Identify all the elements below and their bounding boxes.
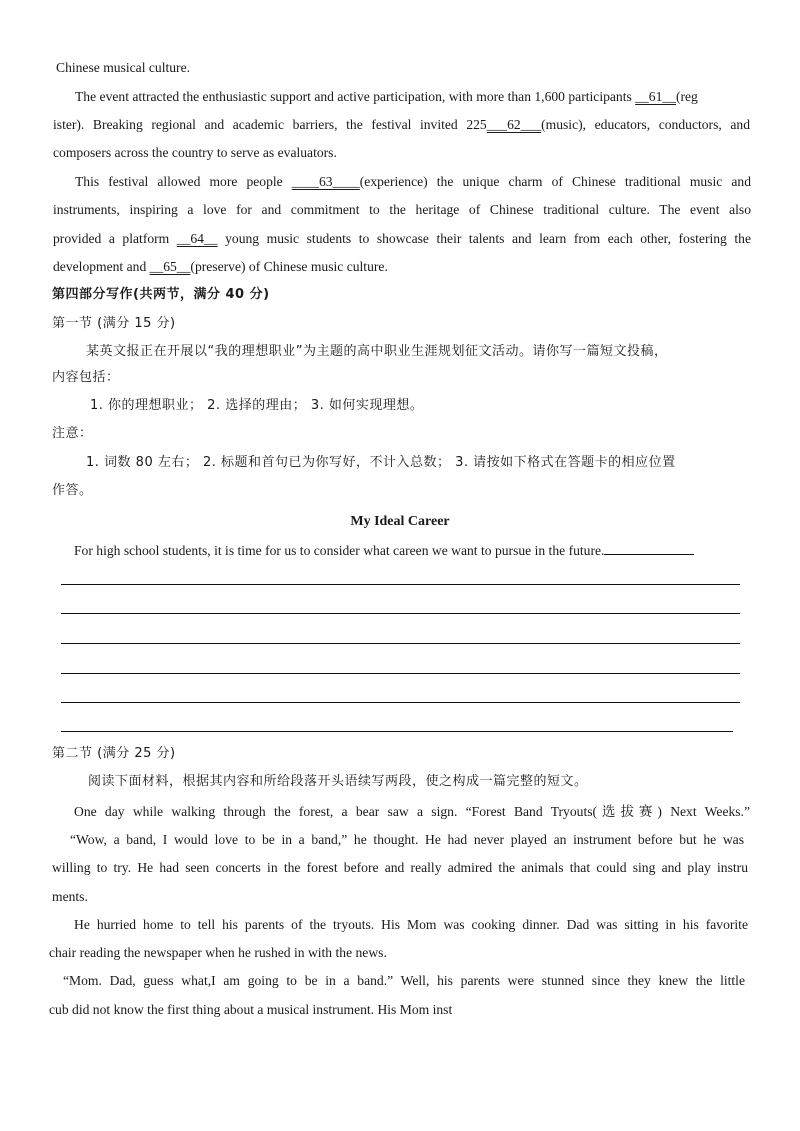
blank-64[interactable]: __64__ bbox=[176, 231, 218, 246]
cloze-line-7 bbox=[53, 229, 751, 249]
blank-65[interactable]: __65__ bbox=[149, 259, 191, 274]
story-line: “Wow, a band, I would love to be in a band,” he thought. He had never played an instrument before but he was bbox=[70, 832, 744, 847]
story-line: willing to try. He had seen concerts in the forest before and really admired the animals that could sing and play instru bbox=[52, 860, 748, 875]
essay-first-sentence: For high school students, it is time for us to consider what careen we want to pursue in the future. bbox=[74, 543, 605, 558]
section-two-prompt: 阅读下面材料，根据其内容和所给段落开头语续写两段，使之构成一篇完整的短文。 bbox=[88, 774, 588, 789]
answer-line[interactable] bbox=[61, 584, 740, 585]
answer-line[interactable] bbox=[604, 542, 694, 555]
cloze-line-8 bbox=[53, 257, 388, 277]
answer-line[interactable] bbox=[61, 702, 740, 703]
section-two-title: 第二节 (满分 25 分) bbox=[52, 746, 176, 761]
answer-line[interactable] bbox=[61, 643, 740, 644]
essay-title: My Ideal Career bbox=[350, 514, 450, 529]
cloze-line-3 bbox=[53, 115, 750, 135]
notes-text-cont: 作答。 bbox=[52, 483, 93, 498]
cloze-text: development and bbox=[53, 259, 150, 274]
cloze-line-6: instruments, inspiring a love for and commitment to the heritage of Chinese traditional culture. The event also bbox=[53, 202, 751, 217]
section-one-title: 第一节 (满分 15 分) bbox=[52, 316, 176, 331]
story-line: He hurried home to tell his parents of the tryouts. His Mom was cooking dinner. Dad was sitting in his favorite bbox=[74, 917, 748, 932]
cloze-line-1: Chinese musical culture. bbox=[56, 60, 191, 75]
cloze-text: The event attracted the enthusiastic support and active participation, with more than 1,600 participants bbox=[75, 89, 636, 104]
part-four-title: 第四部分写作(共两节，满分 40 分) bbox=[52, 287, 270, 302]
section-one-prompt: 某英文报正在开展以“我的理想职业”为主题的高中职业生涯规划征文活动。请你写一篇短文投稿， bbox=[86, 344, 668, 359]
blank-63[interactable]: ____63____ bbox=[291, 174, 360, 189]
notes-text: 1. 词数 80 左右； 2. 标题和首句已为你写好，不计入总数； 3. 请按如下格式在答题卡的相应位置 bbox=[86, 455, 676, 470]
story-line: chair reading the newspaper when he rushed in with the news. bbox=[49, 945, 387, 960]
cloze-text: young music students to showcase their talents and learn from each other, fostering the bbox=[217, 231, 752, 246]
notes-label: 注意： bbox=[52, 426, 93, 441]
cloze-text: This festival allowed more people bbox=[75, 174, 292, 189]
story-line: ments. bbox=[52, 889, 88, 904]
cloze-text: (music), educators, conductors, and bbox=[541, 117, 750, 132]
cloze-line-4: composers across the country to serve as evaluators. bbox=[53, 145, 337, 160]
section-one-prompt-cont: 内容包括： bbox=[52, 370, 120, 385]
content-items: 1. 你的理想职业； 2. 选择的理由； 3. 如何实现理想。 bbox=[90, 398, 424, 413]
cloze-text: (reg bbox=[675, 89, 698, 104]
cloze-text: ister). Breaking regional and academic barriers, the festival invited 225 bbox=[53, 117, 487, 132]
essay-first-line bbox=[74, 541, 694, 561]
story-line: One day while walking through the forest, a bear saw a sign. “Forest Band Tryouts(选拔赛) Next Weeks.” bbox=[74, 804, 750, 819]
cloze-text: (experience) the unique charm of Chinese traditional music and bbox=[359, 174, 751, 189]
blank-61[interactable]: __61__ bbox=[635, 89, 676, 104]
answer-line[interactable] bbox=[61, 673, 740, 674]
cloze-line-5 bbox=[75, 172, 751, 192]
story-line: cub did not know the first thing about a musical instrument. His Mom inst bbox=[49, 1002, 453, 1017]
answer-line[interactable] bbox=[61, 731, 733, 732]
cloze-line-2 bbox=[75, 87, 698, 107]
blank-62[interactable]: ___62___ bbox=[486, 117, 542, 132]
cloze-text: provided a platform bbox=[53, 231, 177, 246]
answer-line[interactable] bbox=[61, 613, 740, 614]
cloze-text: (preserve) of Chinese music culture. bbox=[190, 259, 388, 274]
story-line: “Mom. Dad, guess what,I am going to be in a band.” Well, his parents were stunned since they knew the little bbox=[63, 973, 745, 988]
